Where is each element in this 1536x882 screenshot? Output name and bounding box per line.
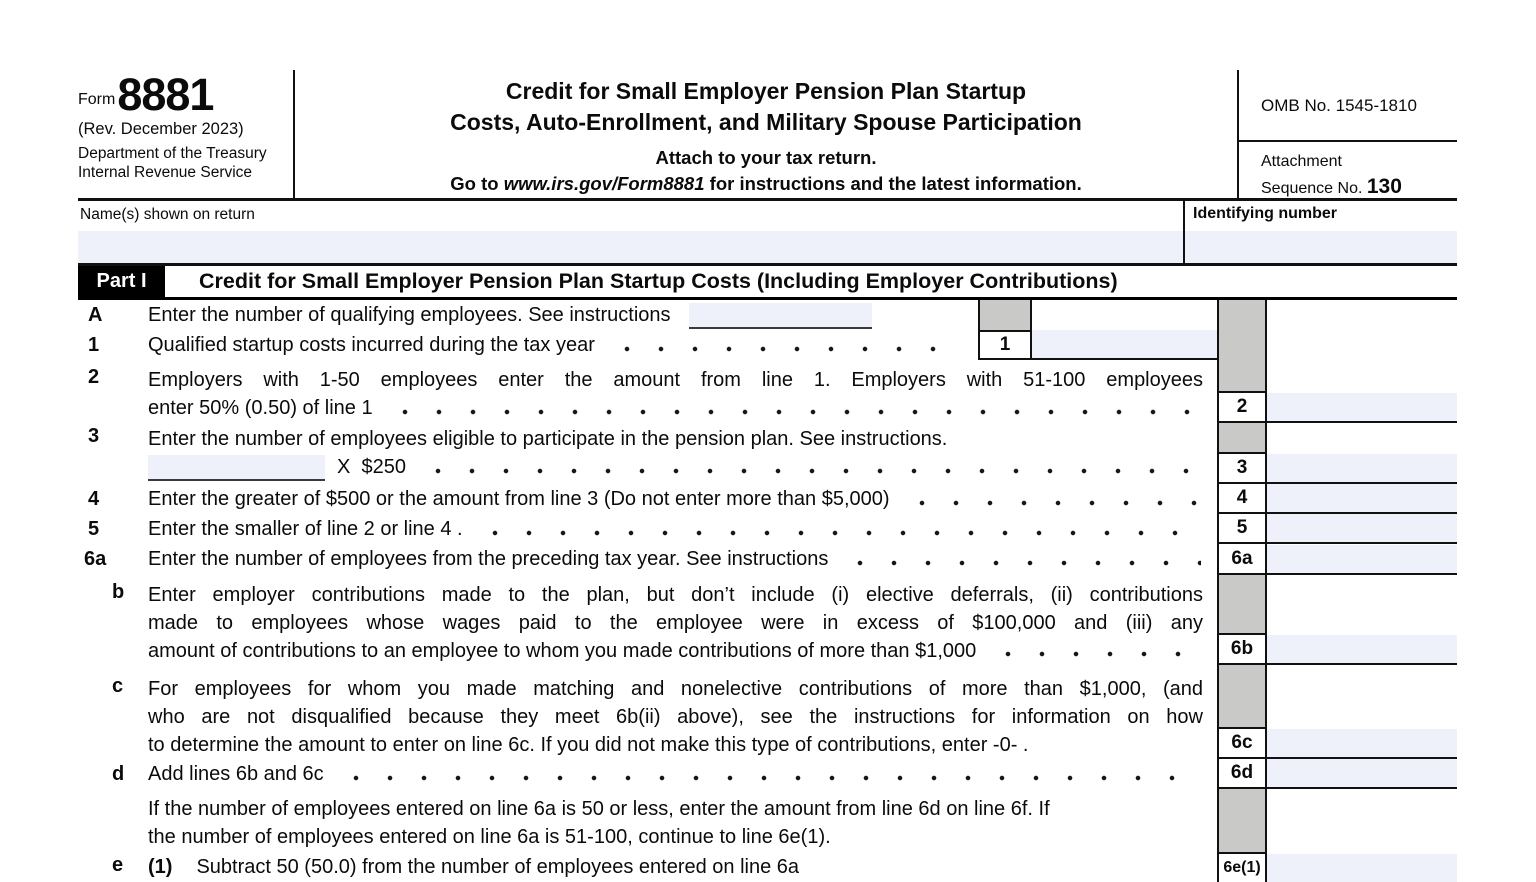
line-6e1-text: Subtract 50 (50.0) from the number of employees entered on line 6a [196, 855, 800, 878]
line-6b-box-column [1217, 575, 1267, 665]
line-5-row [78, 514, 1457, 544]
line-6e1-amount-column [1267, 852, 1457, 882]
line-3-text-1: Enter the number of employees eligible to participate in the pension plan. See instructions. [148, 428, 948, 450]
line-6e-letter: e [112, 854, 124, 876]
identifying-number-input[interactable] [1185, 231, 1457, 263]
dept-irs: Internal Revenue Service [78, 163, 253, 181]
line-A-entry-field[interactable] [689, 303, 872, 329]
line-1-row [78, 330, 1457, 360]
goto-prefix: Go to [450, 173, 504, 195]
line-5-amount-column [1267, 514, 1457, 544]
dot-leader [419, 453, 1201, 482]
line-6c-number: c [112, 675, 124, 697]
line-6a-box-column [1217, 544, 1267, 575]
line-6b-amount-input[interactable] [1267, 635, 1457, 663]
line-6e1-paren: (1) [148, 855, 173, 878]
line-3-entry-field[interactable] [148, 455, 325, 481]
line-6b-text-1: Enter employer contributions made to the plan, but don’t include (i) elective deferrals, (ii) contributions [148, 584, 1203, 606]
part1-title: Credit for Small Employer Pension Plan Startup Costs (Including Employer Contributions) [199, 269, 1118, 293]
line-6-note-text-1: If the number of employees entered on line 6a is 50 or less, enter the amount from line 6d on line 6f. If [148, 798, 1050, 820]
line-6a-box: 6a [1219, 545, 1265, 573]
line-6c-box: 6c [1219, 727, 1265, 757]
dot-leader [903, 484, 1201, 514]
dot-leader [337, 759, 1201, 789]
line-6d-number: d [112, 762, 125, 785]
line-2-box: 2 [1219, 391, 1265, 421]
attachment-label: Attachment [1261, 153, 1342, 170]
line-3-number: 3 [88, 425, 100, 447]
line-5-box-column [1217, 514, 1267, 544]
line-6b-text-3: amount of contributions to an employee to whom you made contributions of more than $1,000 [148, 639, 977, 662]
line-6d-box: 6d [1219, 759, 1265, 787]
line-6e1-box-column [1217, 852, 1267, 882]
goto-instruction [295, 173, 1237, 195]
line-3-multiplier: X $250 [337, 456, 406, 478]
line-6d-box-column [1217, 759, 1267, 789]
line-3-box: 3 [1219, 452, 1265, 482]
line-6a-amount-input[interactable] [1267, 545, 1457, 573]
line-2-box-column [1217, 360, 1267, 423]
line-4-amount-column [1267, 484, 1457, 514]
form-title-block [295, 70, 1239, 198]
line-6c-box-column [1217, 665, 1267, 759]
sequence-number: 130 [1366, 174, 1402, 198]
form-id-block [78, 70, 295, 198]
goto-suffix: for instructions and the latest information. [704, 173, 1082, 195]
line-1-amount-spacer [1267, 330, 1457, 360]
form-8881 [78, 70, 1457, 880]
line-6e1-amount-input[interactable] [1267, 854, 1457, 882]
line-A-row [78, 300, 1457, 330]
form-header [78, 70, 1457, 201]
line-3-amount-column [1267, 423, 1457, 484]
line-6d-amount-input[interactable] [1267, 759, 1457, 787]
line-A-amount-spacer [1267, 300, 1457, 330]
note-shaded-column [1217, 789, 1267, 852]
line-6b-box: 6b [1219, 633, 1265, 663]
line-6a-amount-column [1267, 544, 1457, 575]
line-6-note-text-2: the number of employees entered on line 6a is 51-100, continue to line 6e(1). [148, 826, 831, 848]
line-1-number: 1 [88, 333, 100, 356]
line-4-amount-input[interactable] [1267, 484, 1457, 512]
line-6c-amount-column [1267, 665, 1457, 759]
form-title-line1: Credit for Small Employer Pension Plan Startup [505, 78, 1027, 104]
taxpayer-row [78, 201, 1457, 266]
line-3-row [78, 423, 1457, 484]
line-6c-text-2: who are not disqualified because they meet 6b(ii) above), see the instructions for information on how [148, 706, 1203, 728]
line-3-box-column [1217, 423, 1267, 484]
dept-treasury: Department of the Treasury [78, 145, 267, 163]
line-1-box: 1 [978, 330, 1032, 360]
line-6e1-row [78, 852, 1457, 880]
line-6b-row [78, 575, 1457, 665]
line-4-row [78, 484, 1457, 514]
omb-block [1239, 70, 1457, 198]
dot-leader [386, 394, 1201, 423]
line-6d-row [78, 759, 1457, 789]
line-2-text-2: enter 50% (0.50) of line 1 [148, 397, 373, 419]
line-2-number: 2 [88, 366, 100, 388]
line-6e1-box: 6e(1) [1219, 852, 1265, 882]
line-6c-text-1: For employees for whom you made matching and nonelective contributions of more than $1,000, (and [148, 678, 1203, 700]
note-amount-spacer [1267, 789, 1457, 852]
line-5-box: 5 [1219, 514, 1265, 542]
identifying-number-label: Identifying number [1193, 205, 1337, 222]
line-4-box: 4 [1219, 484, 1265, 512]
line-6d-amount-column [1267, 759, 1457, 789]
line-6-note-row [78, 789, 1457, 852]
line-6a-text: Enter the number of employees from the preceding tax year. See instructions [148, 548, 829, 570]
line-4-text: Enter the greater of $500 or the amount from line 3 (Do not enter more than $5,000) [148, 487, 890, 510]
line-1-text: Qualified startup costs incurred during the tax year [148, 333, 595, 356]
dot-leader [989, 637, 1201, 665]
line-6a-row [78, 544, 1457, 575]
attachment-sequence [1239, 142, 1457, 200]
line-2-row [78, 360, 1457, 423]
line-5-amount-input[interactable] [1267, 514, 1457, 542]
name-input[interactable] [78, 231, 1183, 263]
line-6b-number: b [112, 581, 125, 603]
line-2-text-1: Employers with 1-50 employees enter the amount from line 1. Employers with 51-100 employees [148, 369, 1203, 391]
line-3-amount-input[interactable] [1267, 454, 1457, 482]
part1-header [78, 266, 1457, 300]
line-6d-text: Add lines 6b and 6c [148, 762, 324, 785]
omb-number: OMB No. 1545-1810 [1239, 70, 1457, 142]
form-word: Form [78, 91, 116, 109]
line-6c-row [78, 665, 1457, 759]
dot-leader [608, 330, 962, 360]
line-6b-text-2: made to employees whose wages paid to the employee were in excess of $100,000 and (iii) any [148, 612, 1203, 634]
form-title-line2: Costs, Auto-Enrollment, and Military Spouse Participation [450, 109, 1082, 136]
line-6a-number: 6a [84, 548, 107, 570]
part1-label: Part I [78, 266, 165, 297]
note-number-spacer [78, 789, 148, 852]
line-4-number: 4 [88, 487, 100, 510]
line-A-text: Enter the number of qualifying employees. See instructions [148, 303, 671, 326]
name-label: Name(s) shown on return [80, 206, 255, 223]
line-1-amount-input[interactable] [1032, 330, 1217, 360]
form-number: 8881 [117, 69, 214, 120]
line-A-right-spacer [1032, 300, 1217, 330]
attach-instruction: Attach to your tax return. [655, 147, 877, 169]
dot-leader [476, 514, 1201, 544]
dot-leader [841, 544, 1201, 575]
line-6c-text-3: to determine the amount to enter on line 6c. If you did not make this type of contributions, enter -0- . [148, 733, 1029, 756]
line-2-amount-column [1267, 360, 1457, 423]
line-A-number: A [88, 303, 103, 326]
irs-url-link[interactable]: www.irs.gov/Form8881 [503, 173, 705, 195]
line-6c-amount-input[interactable] [1267, 729, 1457, 757]
line-4-box-column [1217, 484, 1267, 514]
line-1-right-shaded-column [1217, 330, 1267, 360]
line-2-amount-input[interactable] [1267, 393, 1457, 421]
form-revision: (Rev. December 2023) [78, 120, 244, 139]
line-A-right-shaded-column [1217, 300, 1267, 330]
line-5-text: Enter the smaller of line 2 or line 4 . [148, 517, 463, 540]
line-6b-amount-column [1267, 575, 1457, 665]
sequence-label: Sequence No. [1261, 179, 1367, 197]
line-5-number: 5 [88, 517, 100, 540]
line-A-shaded-cell [978, 300, 1032, 330]
